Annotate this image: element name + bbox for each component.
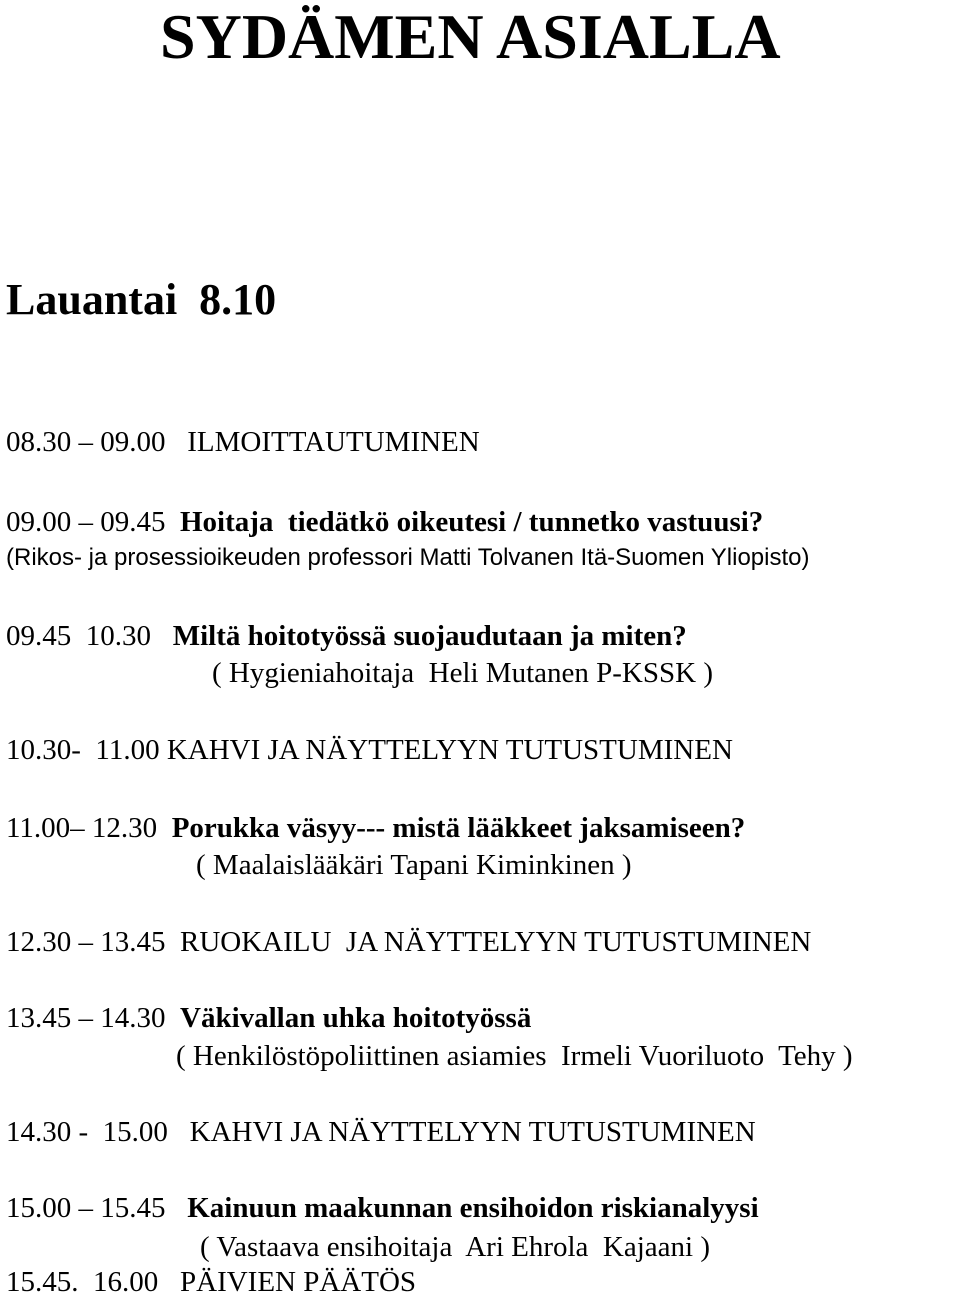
item-time: 13.45 – 14.30 bbox=[6, 1002, 166, 1034]
item-time: 09.45 10.30 bbox=[6, 620, 151, 652]
item-title: KAHVI JA NÄYTTELYYN TUTUSTUMINEN bbox=[166, 734, 733, 766]
program-item-lunch bbox=[6, 928, 811, 957]
item-speaker: ( Henkilöstöpoliittinen asiamies Irmeli Vuoriluoto Tehy ) bbox=[176, 1040, 853, 1072]
item-title: PÄIVIEN PÄÄTÖS bbox=[180, 1266, 417, 1298]
item-time: 12.30 – 13.45 bbox=[6, 926, 166, 958]
program-item-registration bbox=[6, 428, 480, 457]
program-item-lecture-3 bbox=[6, 814, 745, 843]
item-time: 15.00 – 15.45 bbox=[6, 1192, 166, 1224]
item-title: KAHVI JA NÄYTTELYYN TUTUSTUMINEN bbox=[189, 1116, 756, 1148]
item-time: 11.00– 12.30 bbox=[6, 812, 158, 844]
item-title: Hoitaja tiedätkö oikeutesi / tunnetko vastuusi? bbox=[180, 506, 764, 538]
program-item-lecture-4 bbox=[6, 1004, 531, 1033]
program-item-coffee-2 bbox=[6, 1118, 756, 1147]
program-item-closing bbox=[6, 1268, 416, 1297]
item-speaker: (Rikos- ja prosessioikeuden professori Matti Tolvanen Itä-Suomen Yliopisto) bbox=[6, 544, 810, 571]
item-title: RUOKAILU JA NÄYTTELYYN TUTUSTUMINEN bbox=[180, 926, 812, 958]
day-heading: Lauantai 8.10 bbox=[6, 275, 277, 324]
program-item-lecture-2 bbox=[6, 622, 687, 651]
item-time: 15.45. 16.00 bbox=[6, 1266, 159, 1298]
item-time: 09.00 – 09.45 bbox=[6, 506, 166, 538]
page-title: SYDÄMEN ASIALLA bbox=[160, 1, 781, 72]
program-item-lecture-5 bbox=[6, 1194, 759, 1223]
item-title: Porukka väsyy--- mistä lääkkeet jaksamiseen? bbox=[171, 812, 746, 844]
item-title: Kainuun maakunnan ensihoidon riskianalyysi bbox=[187, 1192, 759, 1224]
item-time: 08.30 – 09.00 bbox=[6, 426, 166, 458]
program-item-lecture-1 bbox=[6, 508, 763, 537]
item-speaker: ( Vastaava ensihoitaja Ari Ehrola Kajaani ) bbox=[200, 1231, 711, 1263]
item-time: 14.30 - 15.00 bbox=[6, 1116, 168, 1148]
item-time: 10.30- 11.00 bbox=[6, 734, 160, 766]
item-speaker: ( Maalaislääkäri Tapani Kiminkinen ) bbox=[196, 849, 632, 881]
item-speaker: ( Hygieniahoitaja Heli Mutanen P-KSSK ) bbox=[212, 657, 713, 689]
item-title: ILMOITTAUTUMINEN bbox=[187, 426, 480, 458]
program-item-coffee-1 bbox=[6, 736, 733, 765]
item-title: Miltä hoitotyössä suojaudutaan ja miten? bbox=[172, 620, 687, 652]
item-title: Väkivallan uhka hoitotyössä bbox=[180, 1002, 532, 1034]
